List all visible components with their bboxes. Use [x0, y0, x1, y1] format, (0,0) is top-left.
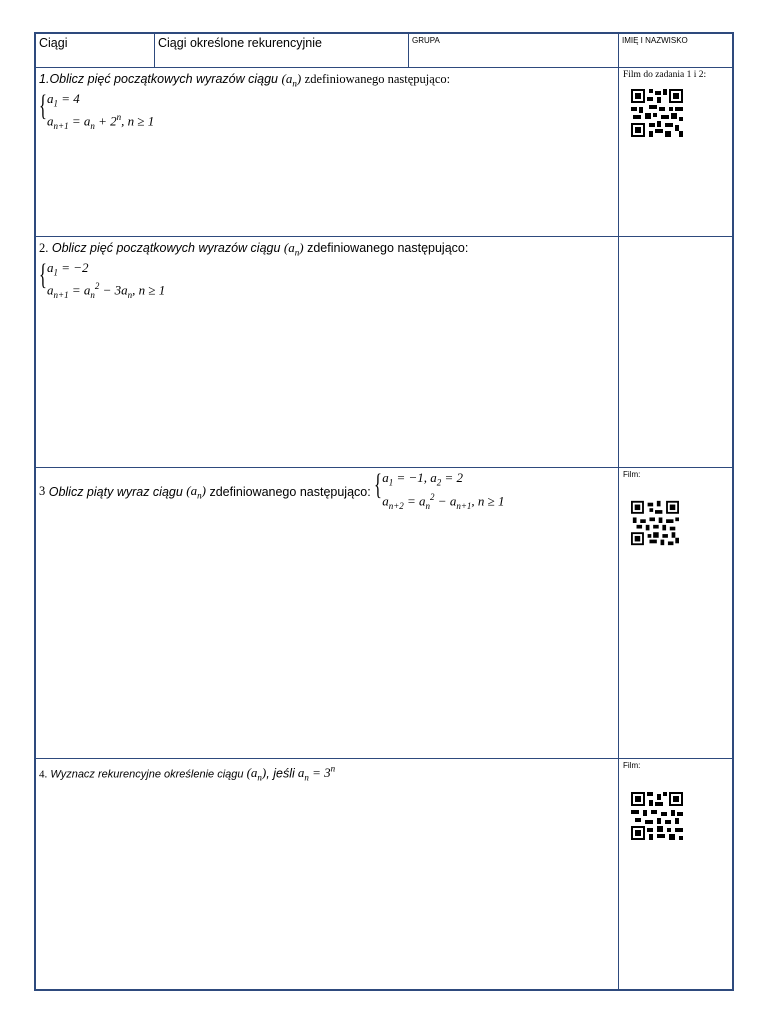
film-4-label: Film:	[623, 761, 641, 770]
task-2-line-1: $a_1 = -2$	[47, 259, 89, 278]
task-1-prompt	[36, 68, 618, 92]
task-1-cell	[36, 68, 619, 237]
task-2-sequence: $(a_n)$	[283, 240, 304, 258]
task-2-text: Oblicz pięć początkowych wyrazów ciągu	[51, 241, 281, 255]
task-2-number: 2.	[39, 241, 49, 255]
task-3-cell	[36, 468, 619, 759]
film-3-label: Film:	[623, 470, 641, 479]
task-4-text-after: , jeśli	[266, 766, 295, 781]
topic-label: Ciągi określone rekurencyjnie	[158, 36, 322, 50]
task-1-text: Oblicz pięć początkowych wyrazów ciągu	[49, 72, 279, 86]
task-1-text-after: zdefiniowanego następująco:	[304, 72, 451, 86]
task-4-number: 4.	[39, 768, 48, 781]
subject-label: Ciągi	[39, 36, 68, 50]
task-3-text: Oblicz piąty wyraz ciągu	[48, 484, 183, 499]
film-1-label: Film do zadania 1 i 2:	[623, 70, 707, 80]
task-2-cell	[36, 237, 619, 468]
task-2-line-2: $a_{n+1} = a_n^2 - 3a_n$, n ≥ 1	[47, 281, 166, 301]
qr-code-3-icon[interactable]	[631, 500, 679, 546]
task-1-system: { $a_1 = 4$ $a_{n+1} = a_n + 2^n$, n ≥ 1	[39, 88, 155, 132]
task-3-line-1: $a_1 = -1$, $a_2 = 2$	[382, 470, 464, 488]
task-1-line-2: $a_{n+1} = a_n + 2^n$, n ≥ 1	[47, 112, 155, 132]
task-4-sequence: $(a_n)$	[246, 765, 267, 783]
task-1-number: 1.	[39, 72, 50, 86]
task-3-system: { $a_1 = -1$, $a_2 = 2$ $a_{n+2} = a_n^2 - a_{n+1}$, n ≥ 1	[374, 468, 505, 511]
group-cell	[409, 34, 619, 68]
empty-side-cell	[619, 237, 734, 468]
task-2-system: { $a_1 = -2$ $a_{n+1} = a_n^2 - 3a_n$, n ≥ 1	[39, 257, 166, 301]
task-3-sequence: $(a_n)$	[186, 482, 206, 501]
subject-cell	[36, 34, 155, 68]
name-cell	[619, 34, 734, 68]
task-2-prompt	[36, 237, 618, 261]
qr-code-4-icon[interactable]	[631, 792, 683, 840]
film-4-cell	[619, 759, 734, 991]
task-3-line-2: $a_{n+2} = a_n^2 - a_{n+1}$, n ≥ 1	[382, 491, 505, 511]
task-3-prompt	[36, 468, 618, 513]
film-1-cell	[619, 68, 734, 237]
task-1-line-1: $a_1 = 4$	[47, 90, 80, 109]
film-3-cell	[619, 468, 734, 759]
group-label: GRUPA	[412, 36, 440, 45]
task-4-cell	[36, 759, 619, 991]
task-1-sequence: $(a_n)$	[281, 71, 302, 89]
task-3-number: 3	[39, 484, 46, 499]
task-2-text-after: zdefiniowanego następująco:	[307, 241, 469, 255]
task-3-text-after: zdefiniowanego następująco:	[209, 484, 371, 499]
topic-cell	[155, 34, 409, 68]
name-label: IMIĘ I NAZWISKO	[622, 36, 688, 45]
task-4-prompt	[36, 759, 618, 786]
qr-code-1-icon[interactable]	[631, 89, 683, 137]
worksheet-table	[34, 32, 734, 991]
task-4-text: Wyznacz rekurencyjne określenie ciągu	[50, 768, 244, 781]
task-4-formula: $a_n = 3^n$	[297, 764, 336, 783]
